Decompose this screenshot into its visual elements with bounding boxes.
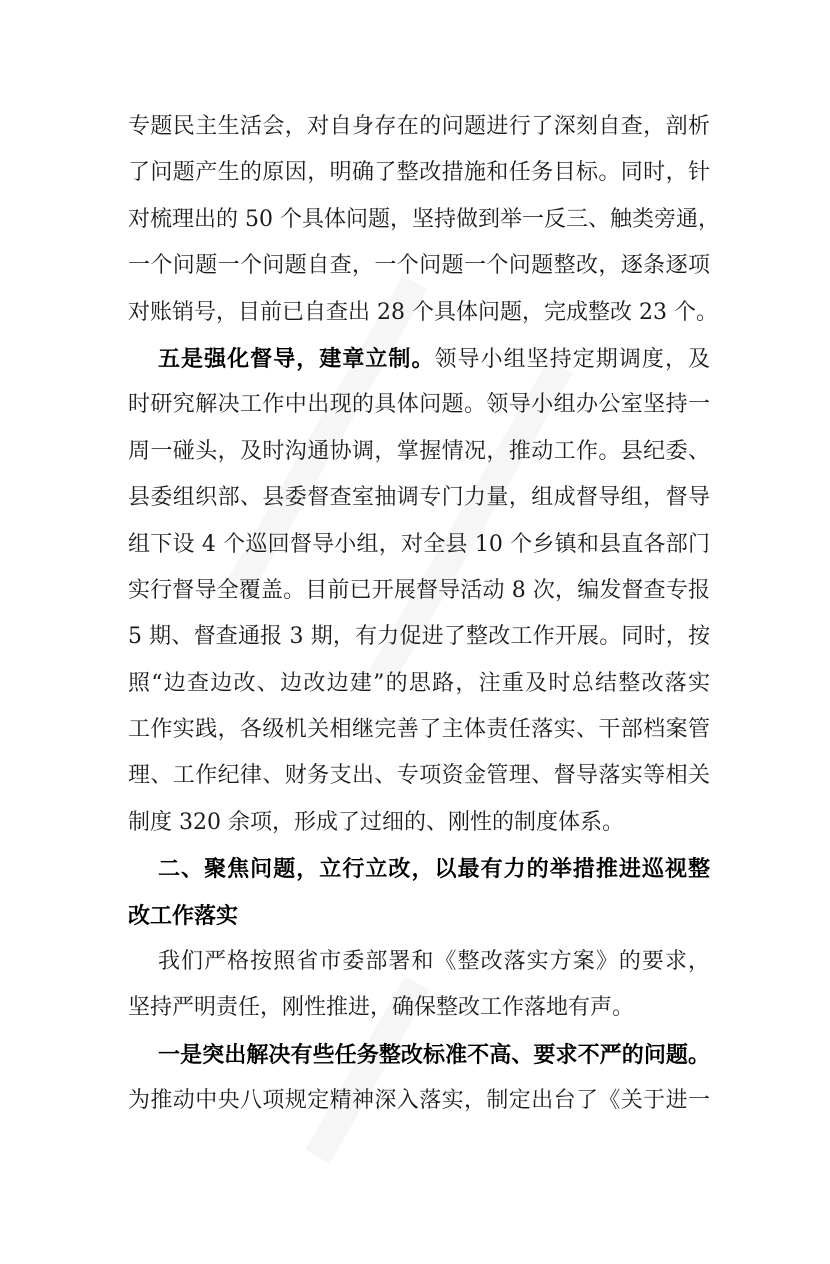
body-text: 组下设 4 个巡回督导小组，对全县 10 个乡镇和县直各部门 — [128, 531, 710, 557]
body-text: 理、工作纪律、财务支出、专项资金管理、督导落实等相关 — [128, 763, 710, 789]
body-text: 专题民主生活会，对自身存在的问题进行了深刻自查，剖析 — [128, 114, 710, 139]
text-line — [128, 1032, 710, 1078]
text-line — [128, 753, 710, 799]
text-line — [128, 614, 710, 660]
body-text: 领导小组坚持定期调度，及 — [434, 346, 710, 372]
body-text: 了问题产生的原因，明确了整改措施和任务目标。同时，针 — [128, 160, 710, 186]
body-text: 时研究解决工作中出现的具体问题。领导小组办公室坚持一 — [128, 392, 710, 418]
body-text: 5 期、督查通报 3 期，有力促进了整改工作开展。同时，按 — [128, 624, 710, 650]
text-line — [128, 197, 720, 243]
text-line — [128, 382, 710, 428]
document-body — [128, 104, 720, 1125]
bold-heading-text: 改工作落实 — [128, 902, 239, 929]
text-line — [128, 475, 710, 521]
text-line — [128, 893, 710, 939]
body-text: 为推动中央八项规定精神深入落实，制定出台了《关于进一 — [128, 1088, 710, 1114]
text-line — [128, 568, 710, 614]
body-text: 制度 320 余项，形成了过细的、刚性的制度体系。 — [128, 809, 624, 835]
body-text: 实行督导全覆盖。目前已开展督导活动 8 次，编发督查专报 — [128, 577, 710, 603]
body-text: 对梳理出的 50 个具体问题，坚持做到举一反三、触类旁通， — [128, 206, 720, 232]
text-line — [128, 522, 710, 568]
text-line — [128, 939, 710, 985]
body-text: 我们严格按照省市委部署和《整改落实方案》的要求， — [158, 949, 710, 975]
body-text: 一个问题一个问题自查，一个问题一个问题整改，逐条逐项 — [128, 253, 710, 279]
bold-heading-text: 五是强化督导，建章立制。 — [158, 345, 435, 372]
body-text: 坚持严明责任，刚性推进，确保整改工作落地有声。 — [128, 995, 635, 1021]
body-text: 工作实践，各级机关相继完善了主体责任落实、干部档案管 — [128, 717, 710, 743]
body-text: 周一碰头，及时沟通协调，掌握情况，推动工作。县纪委、 — [128, 438, 710, 464]
body-text: 照“边查边改、边改边建”的思路，注重及时总结整改落实 — [128, 670, 710, 696]
text-line — [128, 150, 710, 196]
bold-heading-text: 二、聚焦问题，立行立改，以最有力的举措推进巡视整 — [158, 856, 710, 883]
text-line — [128, 846, 710, 892]
bold-heading-text: 一是突出解决有些任务整改标准不高、要求不严的问题。 — [158, 1041, 710, 1068]
body-text: 县委组织部、县委督查室抽调专门力量，组成督导组，督导 — [128, 485, 710, 511]
text-line — [128, 985, 710, 1031]
text-line — [128, 707, 710, 753]
text-line — [128, 661, 710, 707]
text-line — [128, 1078, 710, 1124]
text-line — [128, 800, 710, 846]
text-line — [128, 104, 710, 150]
text-line — [128, 429, 710, 475]
text-line — [128, 336, 710, 382]
body-text: 对账销号，目前已自查出 28 个具体问题，完成整改 23 个。 — [128, 299, 718, 325]
text-line — [128, 243, 710, 289]
text-line — [128, 290, 718, 336]
